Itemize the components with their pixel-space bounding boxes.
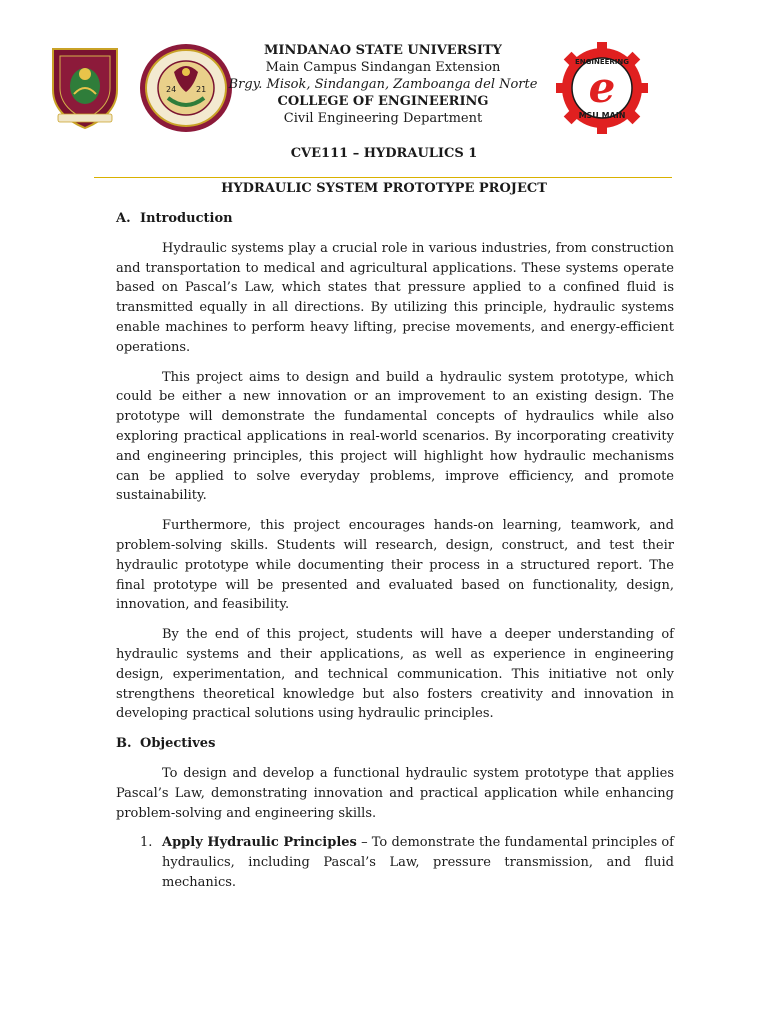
header-divider xyxy=(94,177,672,178)
campus-address: Brgy. Misok, Sindangan, Zamboanga del Norte xyxy=(228,77,538,92)
university-shield-logo xyxy=(50,46,120,130)
eng-bottom-text: MSU MAIN xyxy=(578,111,626,120)
document-body xyxy=(116,209,674,893)
section-number: A. xyxy=(116,211,131,226)
college-name: COLLEGE OF ENGINEERING xyxy=(277,94,489,109)
seal-year-left: 24 xyxy=(166,85,177,94)
objectives-paragraph-1: To design and develop a functional hydraulic system prototype that applies Pascal’s Law, demonstrating innovation and practical application while enhancing problem-solving and engineering skills. xyxy=(116,765,674,821)
list-item-number: 1. xyxy=(140,835,153,851)
engineering-gear-logo xyxy=(554,42,650,134)
intro-paragraph-1: Hydraulic systems play a crucial role in various industries, from construction and transportation to medical and agricultural applications. These systems operate based on Pascal’s Law, which states that pressure applied to a confined fluid is transmitted equally in all directions. By utilizing this principle, hydraulic systems enable machines to perform heavy lifting, precise movements, and energy-efficient operations. xyxy=(116,240,674,355)
project-title: HYDRAULIC SYSTEM PROTOTYPE PROJECT xyxy=(221,181,547,196)
section-title: Objectives xyxy=(140,736,216,752)
list-item-heading: Apply Hydraulic Principles xyxy=(162,835,357,851)
section-heading-introduction xyxy=(116,209,674,229)
campus-seal-logo xyxy=(138,42,234,134)
section-number: B. xyxy=(116,736,132,752)
campus-name: Main Campus Sindangan Extension xyxy=(265,60,501,75)
university-name: MINDANAO STATE UNIVERSITY xyxy=(264,43,502,58)
eng-letter: e xyxy=(588,63,616,112)
eng-top-text: ENGINEERING xyxy=(574,58,630,66)
intro-paragraph-3: Furthermore, this project encourages hands-on learning, teamwork, and problem-solving skills. Students will research, design, construct, and test their hydraulic prototype while documenting their process in a structured report. The final prototype will be presented and evaluated based on functionality, design, innovation, and feasibility. xyxy=(116,518,674,613)
document-header xyxy=(228,42,538,127)
intro-paragraph-2: This project aims to design and build a hydraulic system prototype, which could be either a new innovation or an improvement to an existing design. The prototype will demonstrate the fundamental concepts of hydraulics while also exploring practical applications in real-world scenarios. By incorporating creativity and engineering principles, this project will highlight how hydraulic mechanisms can be applied to solve everyday problems, improve efficiency, and promote sustainability. xyxy=(116,369,674,504)
list-item xyxy=(116,833,674,892)
list-item-text: – To demonstrate the fundamental principles of hydraulics, including Pascal’s Law, pressure transmission, and fluid mechanics. xyxy=(162,835,674,890)
course-title: CVE111 – HYDRAULICS 1 xyxy=(290,146,478,161)
seal-year-right: 21 xyxy=(196,85,207,94)
department-name: Civil Engineering Department xyxy=(283,111,483,126)
intro-paragraph-4: By the end of this project, students will have a deeper understanding of hydraulic systems and their applications, as well as experience in engineering design, experimentation, and technical communication. This initiative not only strengthens theoretical knowledge but also fosters creativity and innovation in developing practical solutions using hydraulic principles. xyxy=(116,627,674,722)
section-heading-objectives xyxy=(116,734,674,754)
section-title: Introduction xyxy=(140,211,233,226)
